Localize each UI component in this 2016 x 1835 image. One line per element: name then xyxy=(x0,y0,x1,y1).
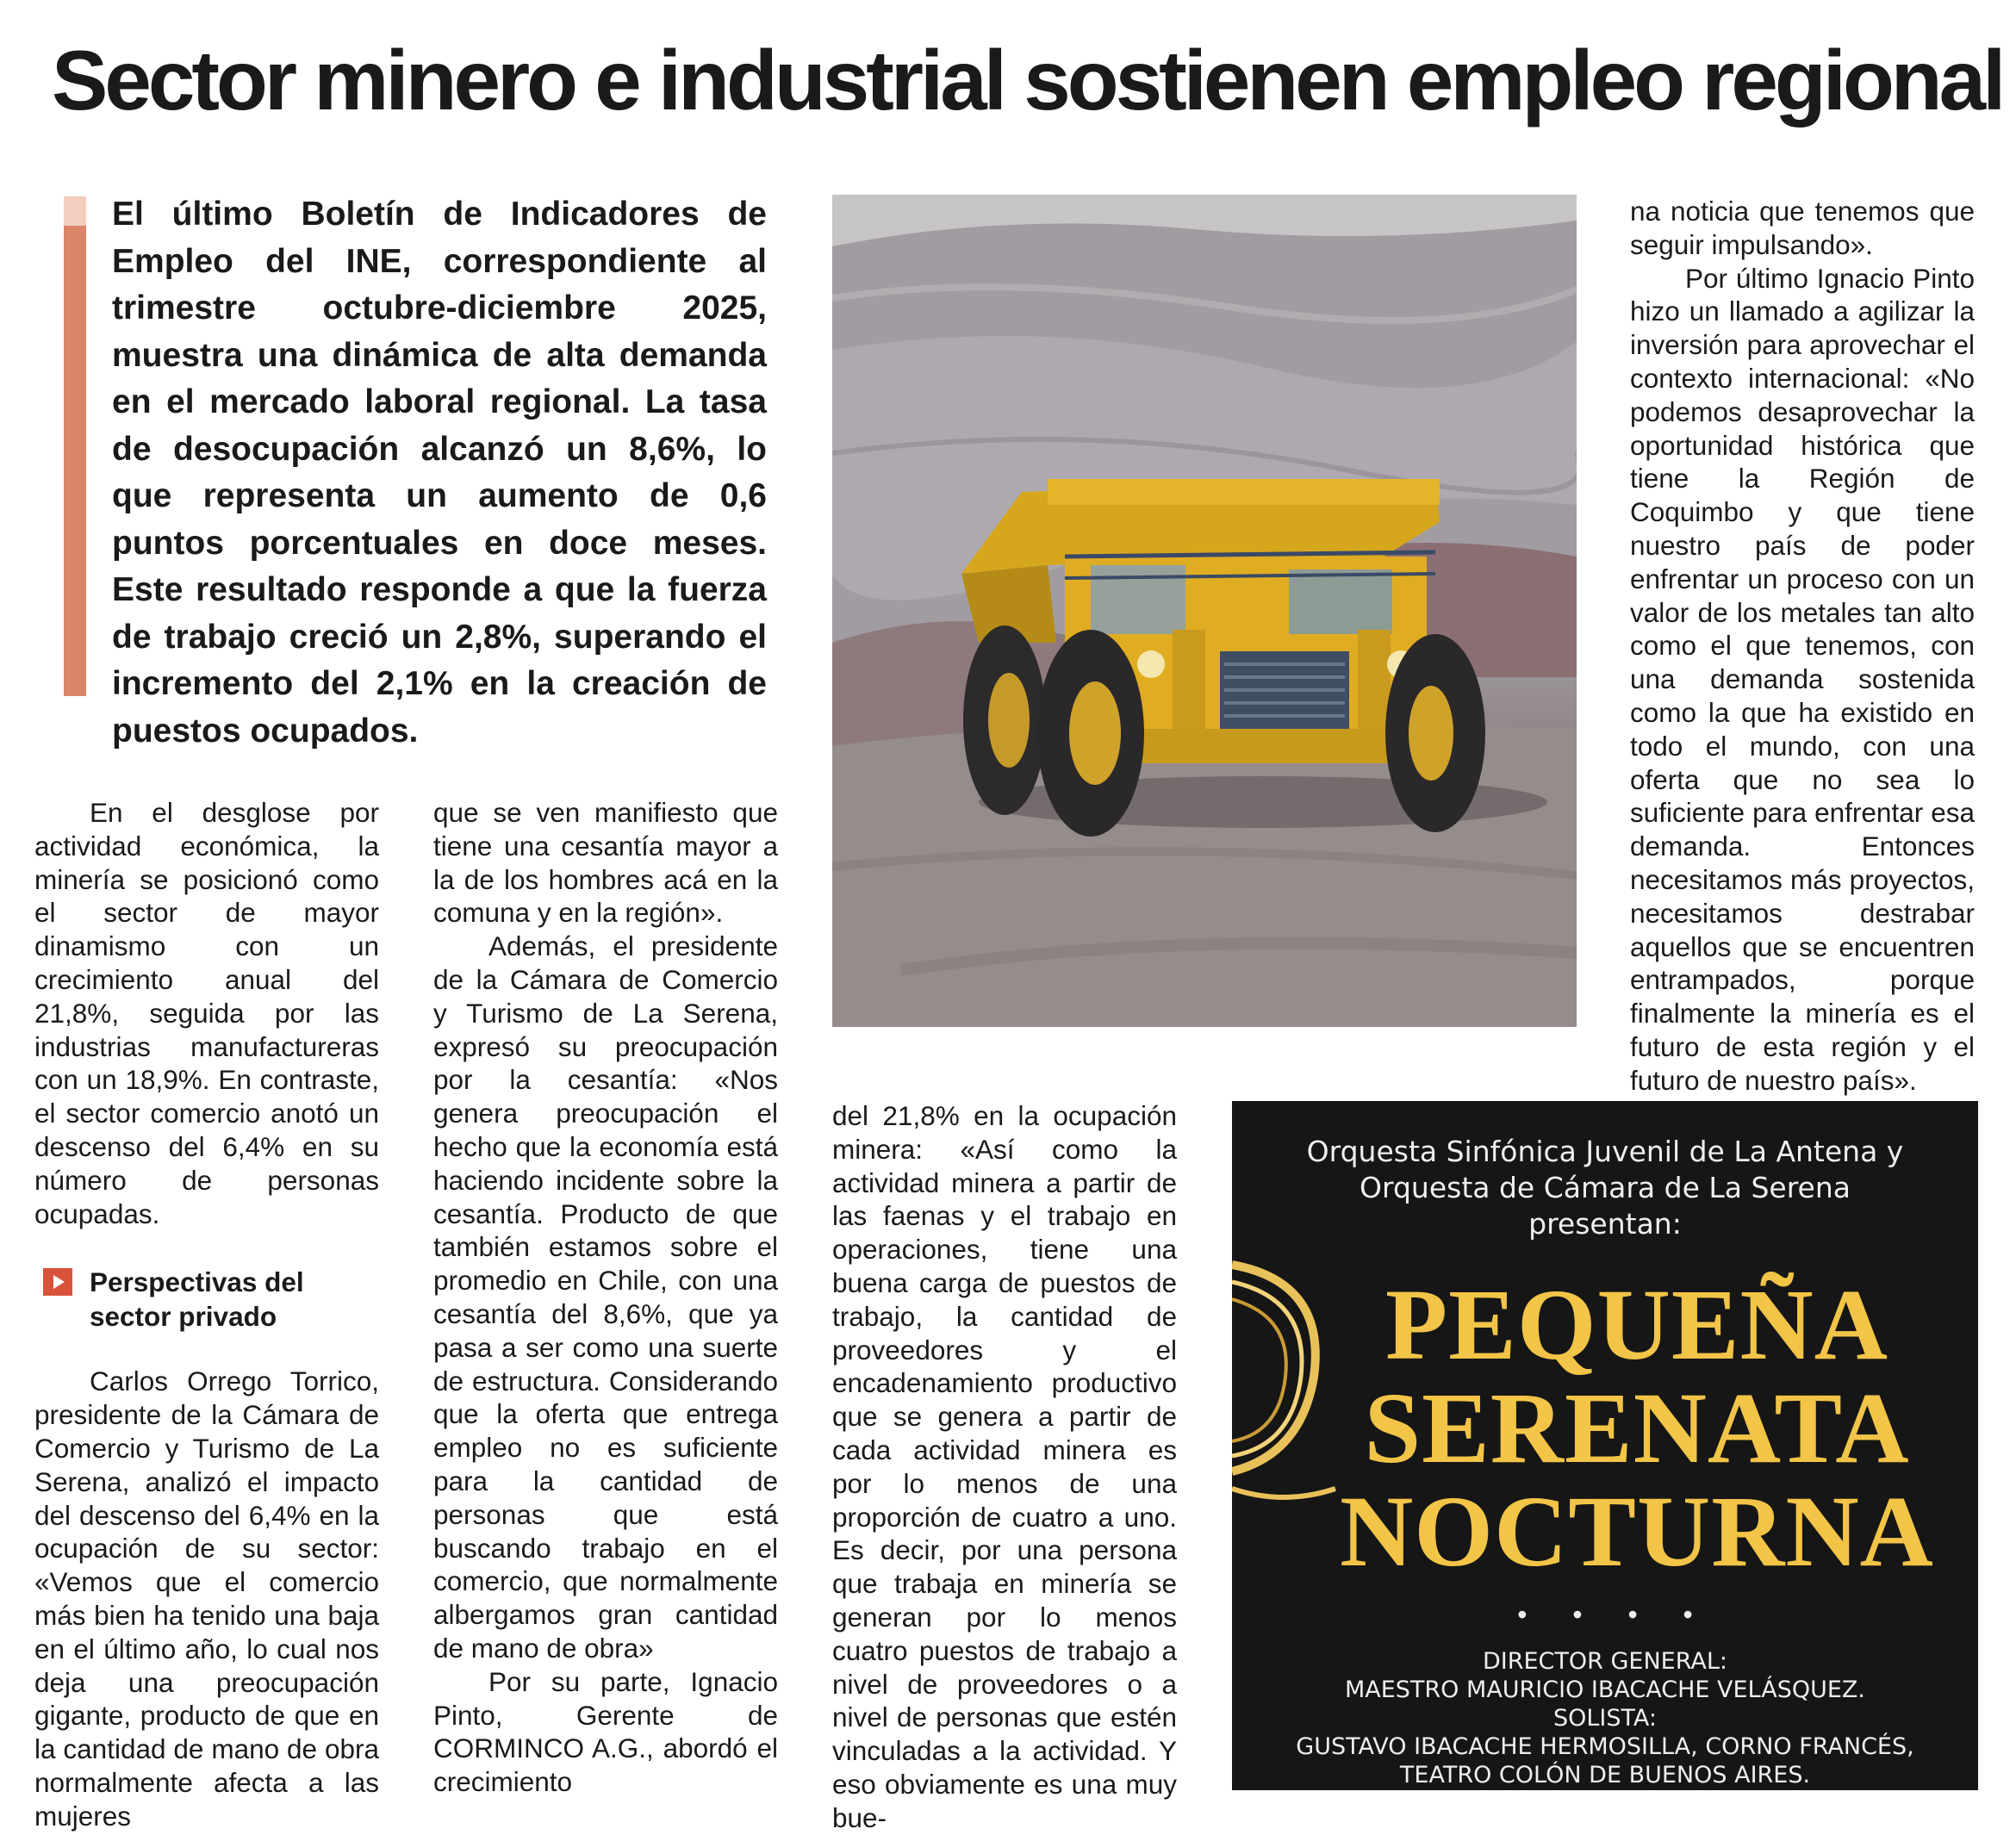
lead-accent-bar xyxy=(64,196,86,696)
ad-director-label: DIRECTOR GENERAL: xyxy=(1482,1648,1728,1675)
ad-presenters-line: Orquesta Sinfónica Juvenil de La Antena y xyxy=(1306,1135,1904,1168)
ad-presenters-line: presentan: xyxy=(1528,1207,1682,1241)
concert-advertisement xyxy=(1232,1101,1978,1790)
play-triangle-icon xyxy=(43,1268,72,1296)
body-paragraph: del 21,8% en la ocupación minera: «Así como la actividad minera a partir de las faenas y el trabajo en operaciones, tiene una buena carga de puestos de trabajo, la cantidad de proveedores y el encadenamiento productivo que se genera a partir de cada actividad minera es por lo menos de una proporción de cuatro a uno. Es decir, por una persona que trabaja en minería se generan por lo menos cuatro puestos de trabajo a nivel de proveedores o a nivel de personas que estén vinculadas a la actividad. Y eso obviamente es una muy bue- xyxy=(832,1100,1177,1833)
headline: Sector minero e industrial sostienen empleo regional xyxy=(52,33,2003,128)
ad-soloist-name: GUSTAVO IBACACHE HERMOSILLA, CORNO FRANCÉS, xyxy=(1296,1733,1914,1760)
ad-presenters-line: Orquesta de Cámara de La Serena xyxy=(1360,1171,1851,1204)
ad-director-name: MAESTRO MAURICIO IBACACHE VELÁSQUEZ. xyxy=(1344,1676,1866,1703)
ad-presenters xyxy=(1232,1134,1978,1242)
column-4 xyxy=(1630,195,1975,1098)
ad-soloist-label: SOLISTA: xyxy=(1552,1705,1658,1732)
ad-title-line-2: SERENATA xyxy=(1364,1372,1910,1484)
ad-title-line-1: PEQUEÑA xyxy=(1385,1268,1888,1381)
body-paragraph: Carlos Orrego Torrico, presidente de la Cámara de Comercio y Turismo de La Serena, analizó el impacto del descenso del 6,4% en la ocupación de su sector: «Vemos que el comercio más bien ha tenido una baja en el último año, lo cual nos deja una preocupación gigante, producto de que en la cantidad de mano de obra normalmente afecta a las mujeres xyxy=(34,1365,379,1832)
body-paragraph: na noticia que tenemos que seguir impulsando». xyxy=(1630,196,1975,260)
section-subhead xyxy=(34,1265,379,1334)
mining-truck-photo xyxy=(832,195,1577,1027)
body-paragraph: Por su parte, Ignacio Pinto, Gerente de CORMINCO A.G., abordó el crecimiento xyxy=(433,1665,778,1798)
ad-title-line-3: NOCTURNA xyxy=(1340,1475,1934,1588)
column-3 xyxy=(832,1099,1177,1835)
column-1 xyxy=(34,796,379,1833)
body-paragraph: En el desglose por actividad económica, la minería se posicionó como el sector de mayor dinamismo con un crecimiento anual del 21,8%, seguida por las industrias manufactureras con un 18,9%. En contraste, el sector comercio anotó un descenso del 6,4% en su número de personas ocupadas. xyxy=(34,797,379,1229)
subhead-text: Perspectivas del sector privado xyxy=(90,1266,304,1333)
body-paragraph: Por último Ignacio Pinto hizo un llamado a agilizar la inversión para aprovechar el contexto internacional: «No podemos desaprovechar la oportunidad histórica que tiene la Región de Coquimbo y que tiene nuestro país de poder enfrentar un proceso con un valor de los metales tan alto como el que tenemos, con una demanda sostenida como la que ha existido en todo el mundo, con una oferta que no sea lo suficiente para enfrentar esa demanda. Entonces necesitamos más proyectos, necesitamos destrabar aquellos que se encuentren entrampados, porque finalmente la minería es el futuro de esta región y el futuro de nuestro país». xyxy=(1630,262,1975,1096)
body-paragraph: que se ven manifiesto que tiene una cesantía mayor a la de los hombres acá en la comuna y en la región». xyxy=(433,797,778,929)
lead-paragraph: El último Boletín de Indicadores de Empleo del INE, correspondiente al trimestre octubre-diciembre 2025, muestra una dinámica de alta demanda en el mercado laboral regional. La tasa de desocupación alcanzó un 8,6%, lo que representa un aumento de 0,6 puntos porcentuales en doce meses. Este resultado responde a que la fuerza de trabajo creció un 2,8%, superando el incremento del 2,1% en la creación de puestos ocupados. xyxy=(112,196,767,750)
mining-truck-illustration xyxy=(832,195,1577,1027)
ad-soloist-venue: TEATRO COLÓN DE BUENOS AIRES. xyxy=(1399,1762,1811,1788)
ad-dots-divider: • • • • xyxy=(1517,1599,1712,1630)
column-2 xyxy=(433,796,778,1799)
body-paragraph: Además, el presidente de la Cámara de Comercio y Turismo de La Serena, expresó su preocupación por la cesantía: «Nos genera preocupación el hecho que la economía está haciendo incidente sobre la cesantía. Producto de que también estamos sobre el promedio en Chile, con una cesantía del 8,6%, que ya pasa a ser como una suerte de estructura. Considerando que la oferta que entrega empleo no es suficiente para la cantidad de personas que está buscando trabajo en el comercio, que normalmente albergamos gran cantidad de mano de obra» xyxy=(433,930,778,1664)
